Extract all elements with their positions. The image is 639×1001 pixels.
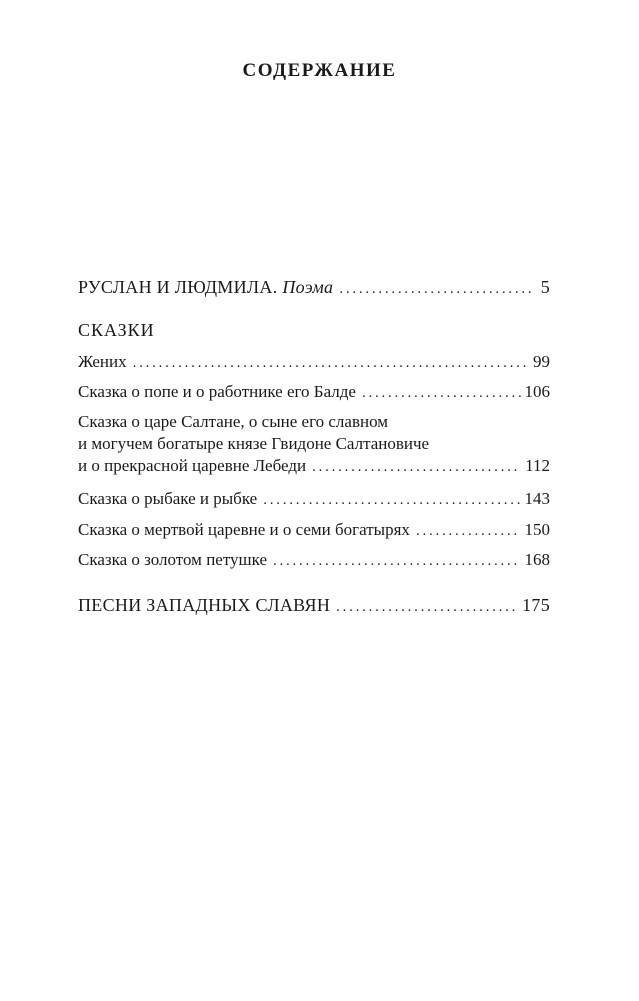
dot-leader	[416, 520, 521, 542]
toc-entry-tsarevna[interactable]	[78, 519, 550, 542]
toc-entry-title: Сказка о попе и о работнике его Балде	[78, 382, 356, 401]
dot-leader	[312, 456, 521, 478]
dot-leader	[273, 550, 520, 572]
toc-entry-title-line: и о прекрасной царевне Лебеди	[78, 456, 307, 475]
toc-entry-rybak[interactable]	[78, 488, 550, 511]
toc-entry-pesni[interactable]	[78, 594, 550, 618]
toc-entry-page: 175	[522, 595, 550, 615]
toc-entry-title: Сказка о мертвой царевне и о семи богатырях	[78, 520, 410, 539]
toc-entry-page: 150	[524, 520, 550, 539]
toc-entry-page: 143	[524, 489, 550, 508]
toc-entry-title: Сказка о золотом петушке	[78, 550, 268, 569]
page-title: СОДЕРЖАНИЕ	[242, 60, 397, 81]
toc-entry-petushok[interactable]	[78, 549, 550, 572]
dot-leader	[133, 352, 529, 374]
dot-leader	[339, 278, 532, 300]
toc-entry-pop[interactable]	[78, 381, 550, 404]
toc-entry-title: Жених	[78, 352, 127, 371]
toc-entry-saltan[interactable]	[78, 411, 550, 478]
toc-entry-title: Сказка о рыбаке и рыбке	[78, 489, 258, 508]
toc-entry-title-line: Сказка о царе Салтане, о сыне его славном	[78, 412, 389, 431]
toc-entry-zhenikh[interactable]	[78, 351, 550, 374]
toc-entry-title: РУСЛАН И ЛЮДМИЛА.	[78, 277, 278, 297]
toc-entry-genre: Поэма	[282, 277, 334, 297]
dot-leader	[336, 596, 518, 618]
toc-entry-page: 99	[533, 352, 550, 371]
section-heading-skazki: СКАЗКИ	[78, 320, 155, 340]
toc-entry-page: 106	[524, 382, 550, 401]
dot-leader	[263, 489, 520, 511]
toc-entry-page: 168	[524, 550, 550, 569]
toc-entry-page: 5	[540, 277, 550, 297]
toc-entry-title-line: и могучем богатыре князе Гвидоне Салтановиче	[78, 434, 430, 453]
dot-leader	[362, 382, 521, 404]
toc-entry-title: ПЕСНИ ЗАПАДНЫХ СЛАВЯН	[78, 595, 331, 615]
toc-entry-ruslan[interactable]	[78, 276, 550, 300]
toc-entry-page: 112	[525, 456, 550, 475]
